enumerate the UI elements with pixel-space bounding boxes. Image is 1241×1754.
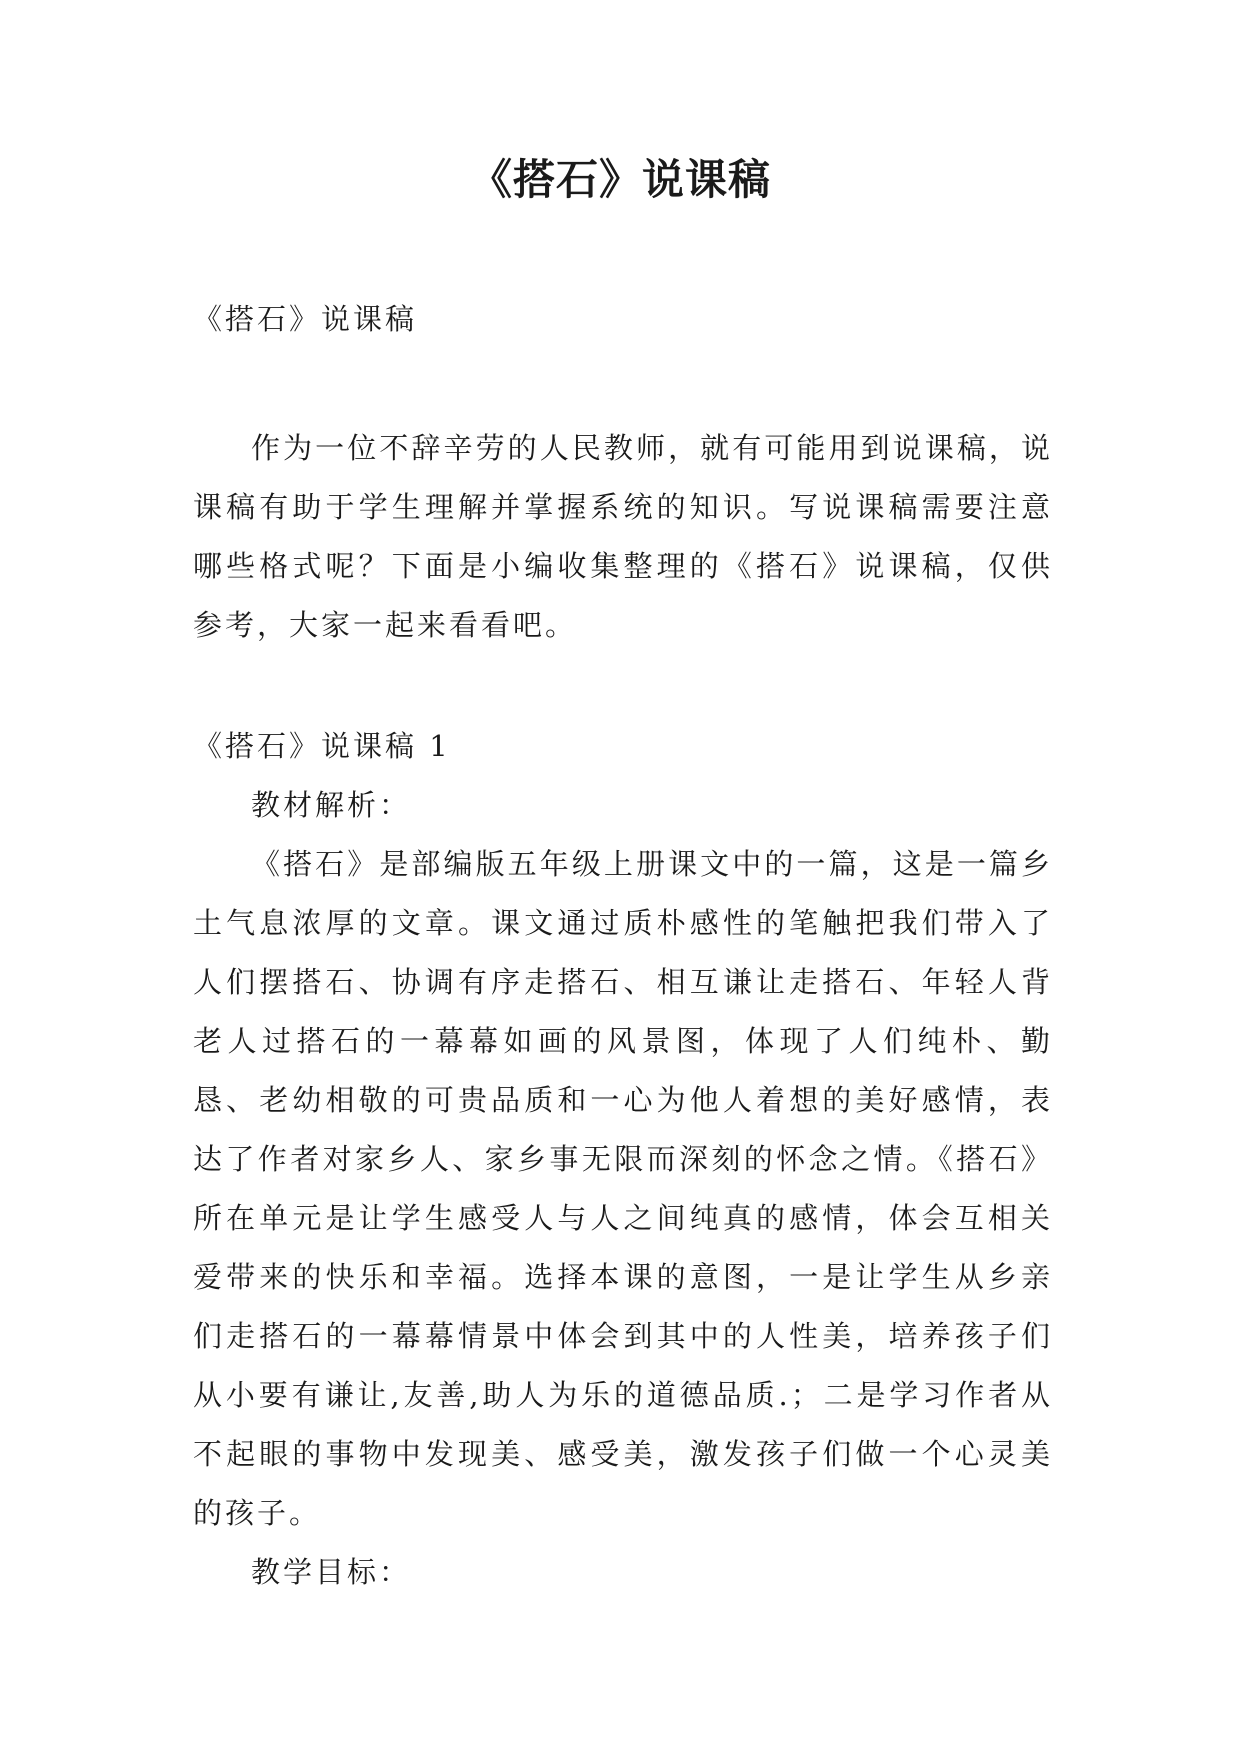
page-title: 《搭石》说课稿 bbox=[469, 155, 771, 204]
document-subtitle: 《搭石》说课稿 bbox=[193, 302, 418, 336]
spacer bbox=[193, 349, 1053, 419]
goals-heading: 教学目标： bbox=[251, 1555, 412, 1589]
document-body bbox=[193, 290, 1053, 1602]
intro-paragraph: 作为一位不辞辛劳的人民教师，就有可能用到说课稿，说课稿有助于学生理解并掌握系统的知识。写说课稿需要注意哪些格式呢？下面是小编收集整理的《搭石》说课稿，仅供参考，大家一起来看看吧。 bbox=[193, 431, 1053, 642]
spacer bbox=[193, 655, 1053, 717]
textbook-heading: 教材解析： bbox=[251, 788, 412, 822]
textbook-paragraph: 《搭石》是部编版五年级上册课文中的一篇，这是一篇乡土气息浓厚的文章。课文通过质朴感性的笔触把我们带入了人们摆搭石、协调有序走搭石、相互谦让走搭石、年轻人背老人过搭石的一幕幕如画的风景图，体现了人们纯朴、勤恳、老幼相敬的可贵品质和一心为他人着想的美好感情，表达了作者对家乡人、家乡事无限而深刻的怀念之情。《搭石》所在单元是让学生感受人与人之间纯真的感情，体会互相关爱带来的快乐和幸福。选择本课的意图，一是让学生从乡亲们走搭石的一幕幕情景中体会到其中的人性美，培养孩子们从小要有谦让,友善,助人为乐的道德品质.；二是学习作者从不起眼的事物中发现美、感受美，激发孩子们做一个心灵美的孩子。 bbox=[193, 847, 1053, 1530]
section-title: 《搭石》说课稿 1 bbox=[193, 729, 451, 763]
